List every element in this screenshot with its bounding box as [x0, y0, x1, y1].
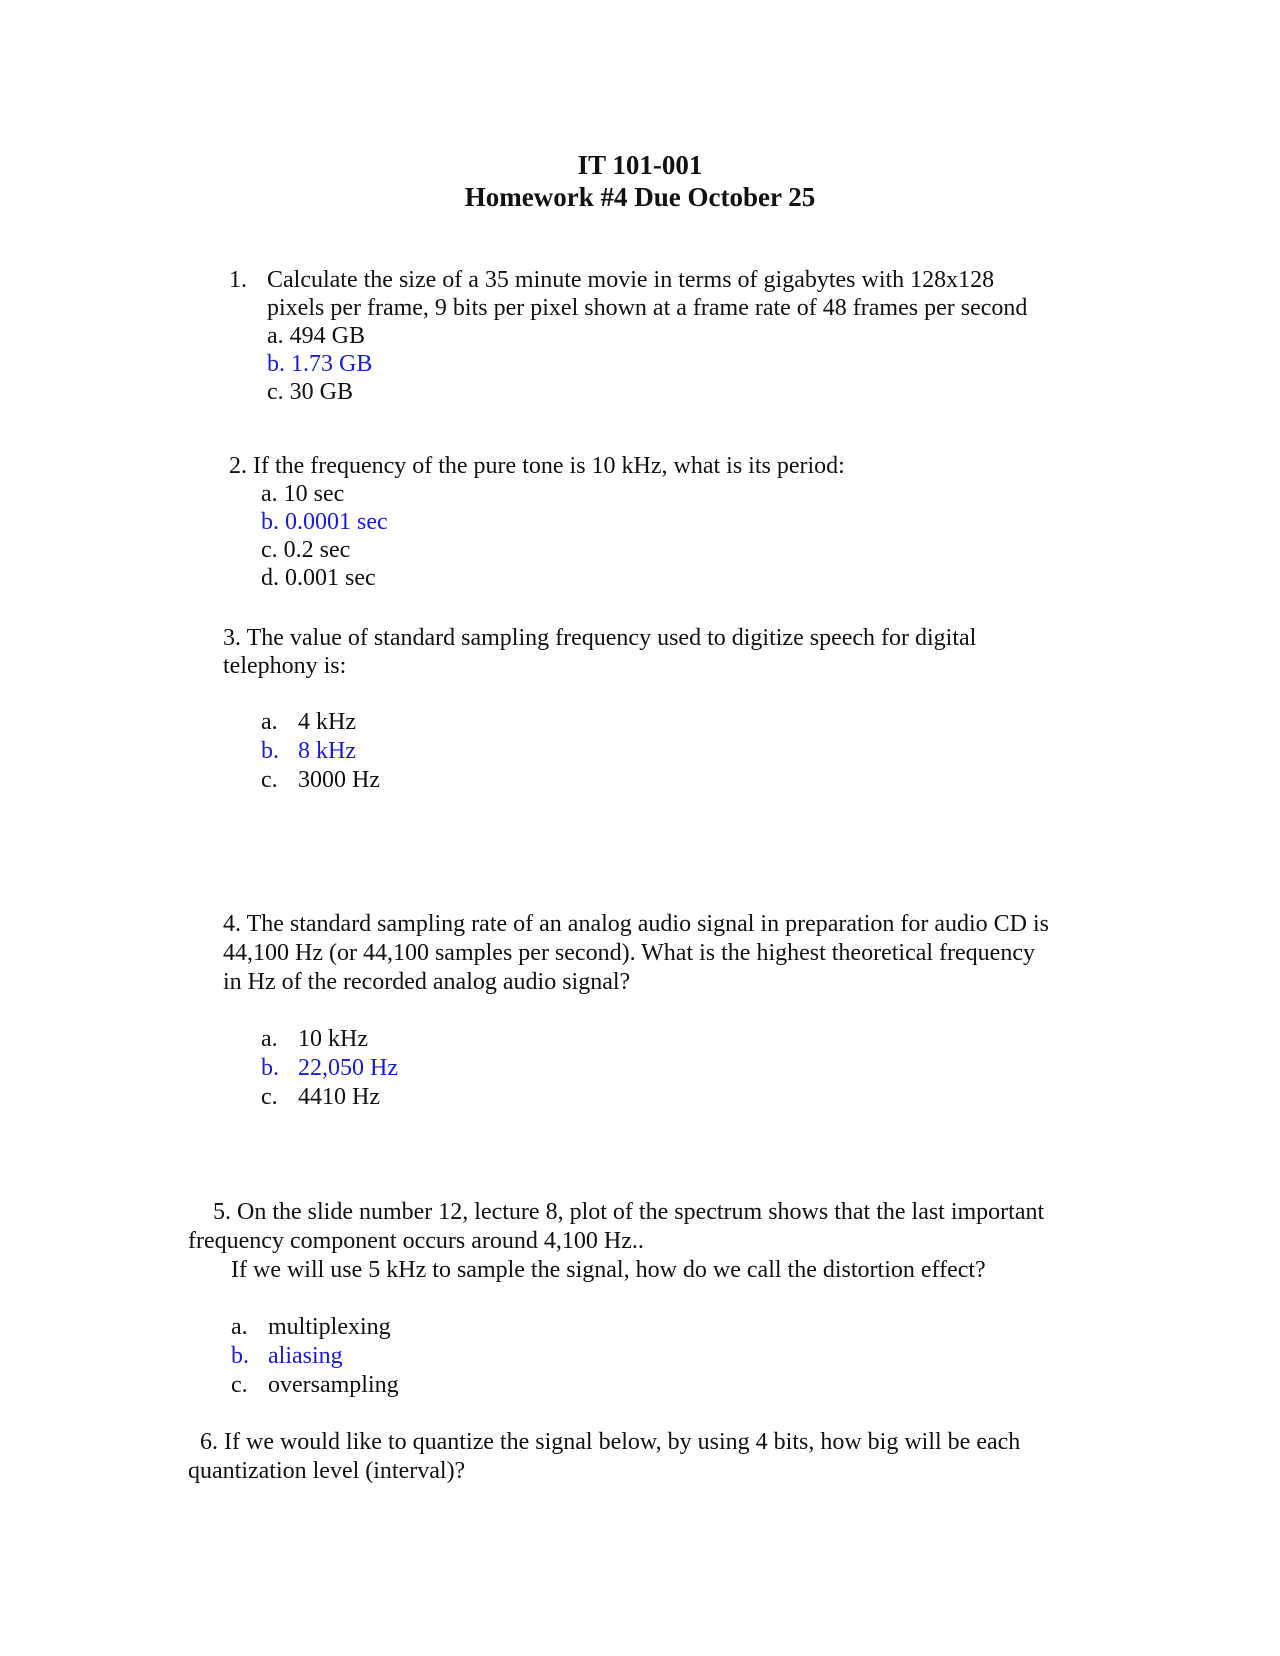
question-text-line: If we will use 5 kHz to sample the signal, how do we call the distortion effect? [231, 1257, 986, 1283]
option-b-answer [231, 1342, 343, 1371]
option-label: a. [261, 709, 278, 735]
option-c [261, 766, 380, 795]
option-a: a. 10 sec [261, 481, 345, 507]
option-a [261, 708, 356, 737]
assignment-title: Homework #4 Due October 25 [464, 182, 816, 212]
question-text-line: 5. On the slide number 12, lecture 8, plot of the spectrum shows that the last important [213, 1199, 1045, 1225]
question-number: 1. [229, 267, 247, 293]
question-text-line: in Hz of the recorded analog audio signal? [223, 969, 631, 995]
option-text: 4410 Hz [298, 1084, 380, 1110]
question-text-line: Calculate the size of a 35 minute movie in terms of gigabytes with 128x128 [267, 267, 995, 293]
course-title: IT 101-001 [577, 150, 703, 180]
question-text-line: frequency component occurs around 4,100 Hz.. [188, 1228, 644, 1254]
question-text-line: 4. The standard sampling rate of an analog audio signal in preparation for audio CD is [223, 911, 1050, 937]
option-b-answer: b. 1.73 GB [267, 351, 373, 377]
question-text-line: 44,100 Hz (or 44,100 samples per second). What is the highest theoretical frequency [223, 940, 1035, 966]
option-c [261, 1083, 380, 1112]
option-b-answer [261, 1054, 398, 1083]
question-text-line: 6. If we would like to quantize the signal below, by using 4 bits, how big will be each [200, 1429, 1021, 1455]
option-text: 10 kHz [298, 1026, 368, 1052]
option-d: d. 0.001 sec [261, 565, 376, 591]
option-label: c. [231, 1372, 248, 1398]
option-text: aliasing [268, 1343, 343, 1369]
option-text: 22,050 Hz [298, 1055, 398, 1081]
option-text: 3000 Hz [298, 767, 380, 793]
option-text: 8 kHz [298, 738, 356, 764]
question-text-line: 3. The value of standard sampling frequency used to digitize speech for digital [223, 625, 977, 651]
option-a [231, 1313, 391, 1342]
option-label: c. [261, 1084, 278, 1110]
question-text-line: quantization level (interval)? [188, 1458, 466, 1484]
option-c: c. 0.2 sec [261, 537, 351, 563]
option-c: c. 30 GB [267, 379, 353, 405]
option-label: a. [231, 1314, 248, 1340]
option-label: a. [261, 1026, 278, 1052]
option-b-answer: b. 0.0001 sec [261, 509, 388, 535]
option-label: b. [231, 1343, 249, 1369]
option-label: c. [261, 767, 278, 793]
question-text-line: pixels per frame, 9 bits per pixel shown at a frame rate of 48 frames per second [267, 295, 1028, 321]
option-text: 4 kHz [298, 709, 356, 735]
question-text-line: 2. If the frequency of the pure tone is 10 kHz, what is its period: [229, 453, 845, 479]
option-label: b. [261, 1055, 279, 1081]
option-text: multiplexing [268, 1314, 391, 1340]
option-a [261, 1025, 368, 1054]
option-a: a. 494 GB [267, 323, 365, 349]
option-label: b. [261, 738, 279, 764]
option-b-answer [261, 737, 356, 766]
option-text: oversampling [268, 1372, 399, 1398]
option-c [231, 1371, 399, 1400]
question-text-line: telephony is: [223, 653, 347, 679]
